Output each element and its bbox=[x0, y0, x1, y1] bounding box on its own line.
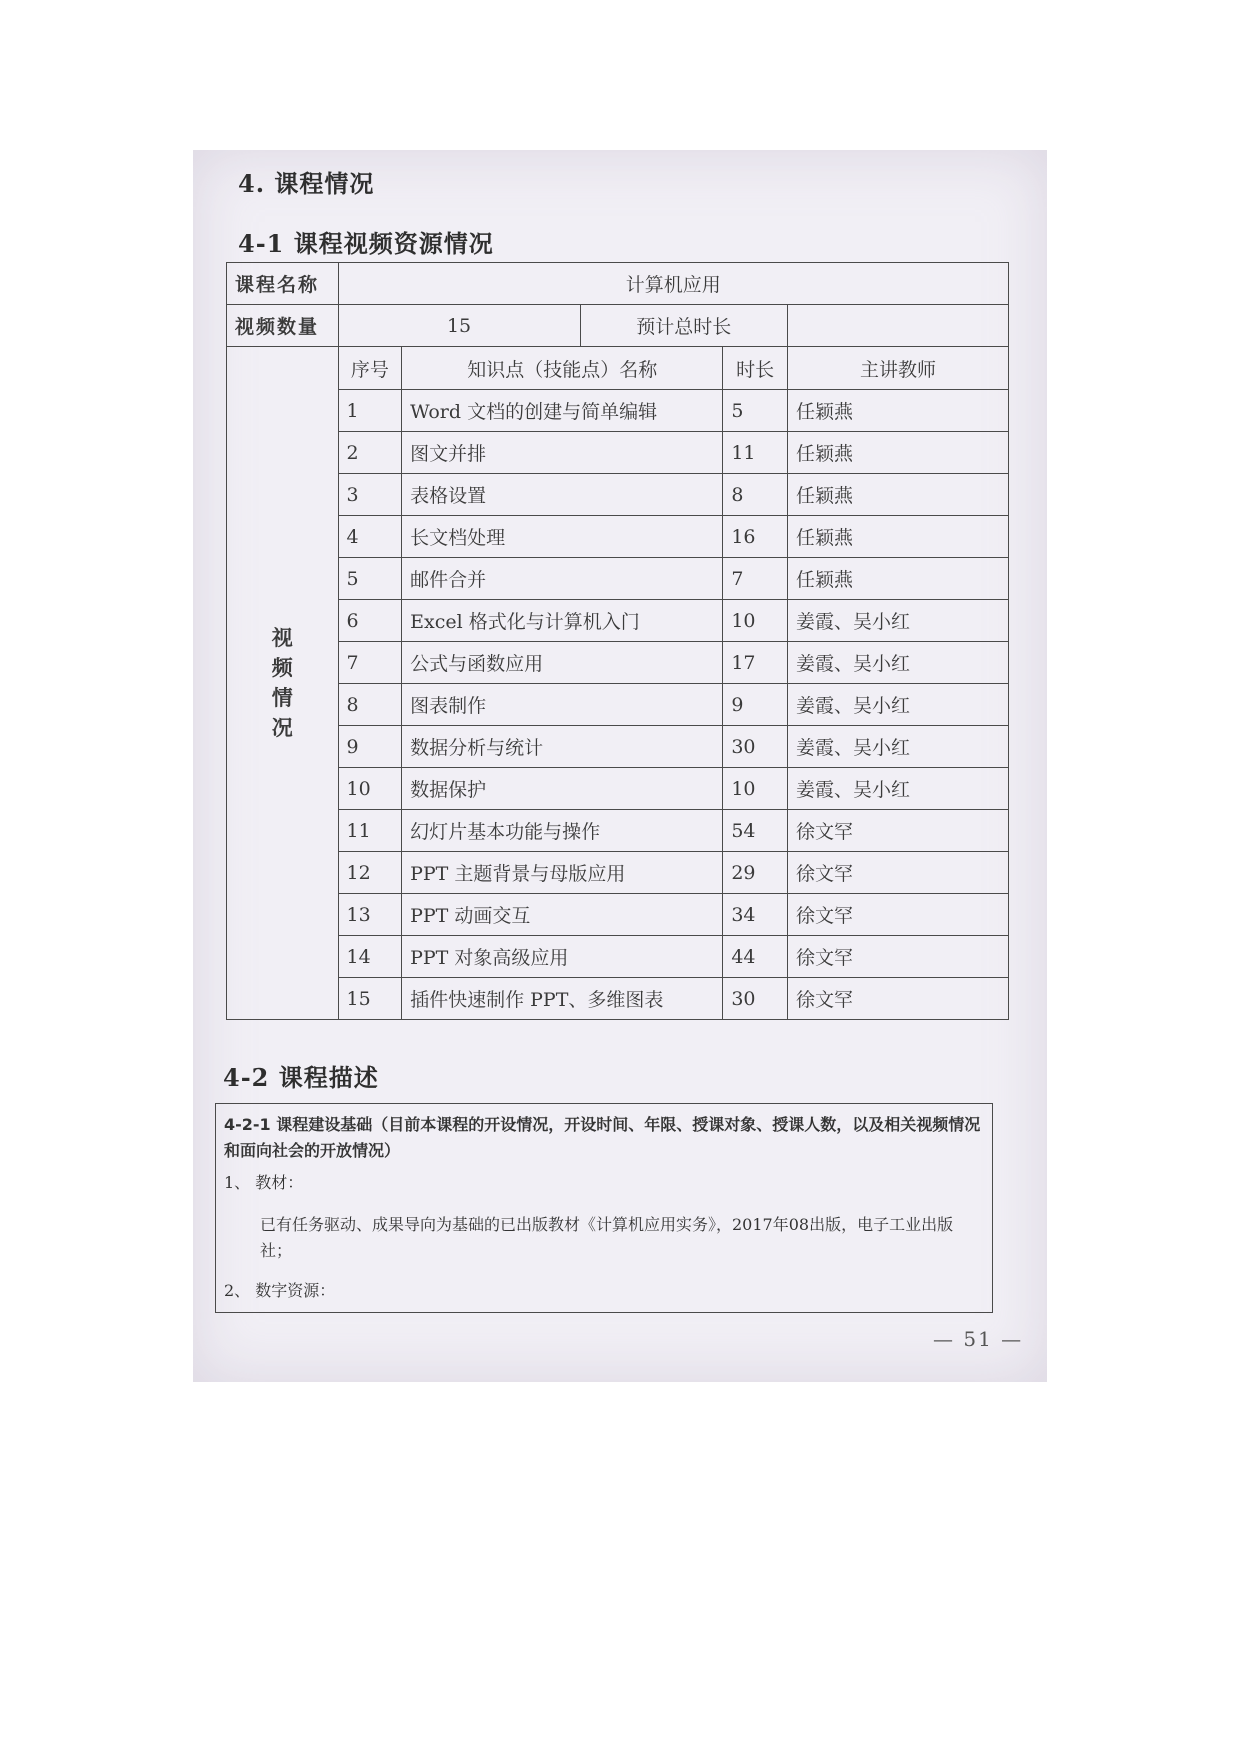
row-index: 5 bbox=[338, 558, 402, 600]
document-page bbox=[193, 150, 1047, 1382]
description-box-title: 4-2-1 课程建设基础（目前本课程的开设情况，开设时间、年限、授课对象、授课人数，以及相关视频情况和面向社会的开放情况） bbox=[224, 1115, 981, 1160]
row-topic: PPT 主题背景与母版应用 bbox=[402, 852, 723, 894]
table-row bbox=[227, 684, 1009, 726]
row-duration: 5 bbox=[723, 390, 788, 432]
row-duration: 9 bbox=[723, 684, 788, 726]
row-duration: 8 bbox=[723, 474, 788, 516]
row-topic: PPT 对象高级应用 bbox=[402, 936, 723, 978]
table-row bbox=[227, 390, 1009, 432]
item2-label: 2、 数字资源： bbox=[224, 1281, 336, 1300]
row-teacher: 徐文罕 bbox=[788, 936, 1009, 978]
table-row bbox=[227, 642, 1009, 684]
row-topic: 图文并排 bbox=[402, 432, 723, 474]
item1-label: 1、 教材： bbox=[224, 1173, 304, 1192]
table-row bbox=[227, 432, 1009, 474]
row-teacher: 任颖燕 bbox=[788, 432, 1009, 474]
row-topic: PPT 动画交互 bbox=[402, 894, 723, 936]
video-count-value: 15 bbox=[338, 305, 580, 347]
row-topic: 图表制作 bbox=[402, 684, 723, 726]
row-index: 13 bbox=[338, 894, 402, 936]
table-row bbox=[227, 894, 1009, 936]
row-teacher: 姜霞、吴小红 bbox=[788, 768, 1009, 810]
table-row bbox=[227, 474, 1009, 516]
table-row bbox=[227, 810, 1009, 852]
row-index: 8 bbox=[338, 684, 402, 726]
header-topic: 知识点（技能点）名称 bbox=[402, 347, 723, 390]
row-teacher: 徐文罕 bbox=[788, 978, 1009, 1020]
table-row bbox=[227, 516, 1009, 558]
row-duration: 10 bbox=[723, 600, 788, 642]
course-name-value: 计算机应用 bbox=[338, 263, 1008, 305]
row-index: 2 bbox=[338, 432, 402, 474]
row-teacher: 姜霞、吴小红 bbox=[788, 642, 1009, 684]
section-title: 4. 课程情况 bbox=[238, 169, 375, 198]
table-row bbox=[227, 936, 1009, 978]
course-description-box bbox=[215, 1103, 993, 1313]
row-teacher: 姜霞、吴小红 bbox=[788, 726, 1009, 768]
row-teacher: 徐文罕 bbox=[788, 810, 1009, 852]
row-teacher: 任颖燕 bbox=[788, 390, 1009, 432]
row-duration: 29 bbox=[723, 852, 788, 894]
row-teacher: 徐文罕 bbox=[788, 894, 1009, 936]
row-index: 10 bbox=[338, 768, 402, 810]
row-duration: 30 bbox=[723, 978, 788, 1020]
header-teacher: 主讲教师 bbox=[788, 347, 1009, 390]
row-duration: 44 bbox=[723, 936, 788, 978]
row-duration: 7 bbox=[723, 558, 788, 600]
row-teacher: 徐文罕 bbox=[788, 852, 1009, 894]
header-index: 序号 bbox=[338, 347, 402, 390]
table-row bbox=[227, 768, 1009, 810]
side-label-char: 况 bbox=[271, 715, 293, 740]
row-topic: 幻灯片基本功能与操作 bbox=[402, 810, 723, 852]
row-index: 12 bbox=[338, 852, 402, 894]
row-teacher: 任颖燕 bbox=[788, 558, 1009, 600]
row-teacher: 姜霞、吴小红 bbox=[788, 600, 1009, 642]
row-index: 4 bbox=[338, 516, 402, 558]
row-index: 14 bbox=[338, 936, 402, 978]
row-topic: 邮件合并 bbox=[402, 558, 723, 600]
row-topic: 数据分析与统计 bbox=[402, 726, 723, 768]
video-status-side-label bbox=[227, 347, 339, 1020]
table-header-row bbox=[227, 347, 1009, 390]
row-duration: 54 bbox=[723, 810, 788, 852]
description-title: 4-2 课程描述 bbox=[223, 1063, 379, 1092]
row-index: 7 bbox=[338, 642, 402, 684]
row-duration: 11 bbox=[723, 432, 788, 474]
table-row bbox=[227, 558, 1009, 600]
item1-text: 已有任务驱动、成果导向为基础的已出版教材《计算机应用实务》，2017年08出版，电子工业出版社； bbox=[260, 1215, 954, 1260]
row-duration: 16 bbox=[723, 516, 788, 558]
row-topic: Word 文档的创建与简单编辑 bbox=[402, 390, 723, 432]
row-index: 11 bbox=[338, 810, 402, 852]
row-duration: 30 bbox=[723, 726, 788, 768]
video-resource-table bbox=[226, 262, 1009, 1020]
row-topic: 插件快速制作 PPT、多维图表 bbox=[402, 978, 723, 1020]
page-number: — 51 — bbox=[933, 1327, 1024, 1351]
side-label-char: 频 bbox=[271, 655, 293, 680]
row-index: 1 bbox=[338, 390, 402, 432]
video-count-label: 视频数量 bbox=[227, 305, 339, 347]
row-index: 6 bbox=[338, 600, 402, 642]
course-name-row bbox=[227, 263, 1009, 305]
row-teacher: 姜霞、吴小红 bbox=[788, 684, 1009, 726]
row-topic: 表格设置 bbox=[402, 474, 723, 516]
table-row bbox=[227, 978, 1009, 1020]
total-duration-label: 预计总时长 bbox=[580, 305, 787, 347]
row-duration: 34 bbox=[723, 894, 788, 936]
table-row bbox=[227, 726, 1009, 768]
total-duration-value bbox=[788, 305, 1009, 347]
table-row bbox=[227, 852, 1009, 894]
row-index: 9 bbox=[338, 726, 402, 768]
row-topic: 公式与函数应用 bbox=[402, 642, 723, 684]
header-duration: 时长 bbox=[723, 347, 788, 390]
row-duration: 10 bbox=[723, 768, 788, 810]
table-row bbox=[227, 600, 1009, 642]
row-topic: 长文档处理 bbox=[402, 516, 723, 558]
subsection-title: 4-1 课程视频资源情况 bbox=[238, 229, 494, 258]
row-topic: Excel 格式化与计算机入门 bbox=[402, 600, 723, 642]
row-teacher: 任颖燕 bbox=[788, 474, 1009, 516]
row-teacher: 任颖燕 bbox=[788, 516, 1009, 558]
row-index: 15 bbox=[338, 978, 402, 1020]
side-label-char: 情 bbox=[271, 685, 293, 710]
course-name-label: 课程名称 bbox=[227, 263, 339, 305]
row-duration: 17 bbox=[723, 642, 788, 684]
side-label-char: 视 bbox=[271, 625, 293, 650]
row-index: 3 bbox=[338, 474, 402, 516]
video-count-row bbox=[227, 305, 1009, 347]
row-topic: 数据保护 bbox=[402, 768, 723, 810]
